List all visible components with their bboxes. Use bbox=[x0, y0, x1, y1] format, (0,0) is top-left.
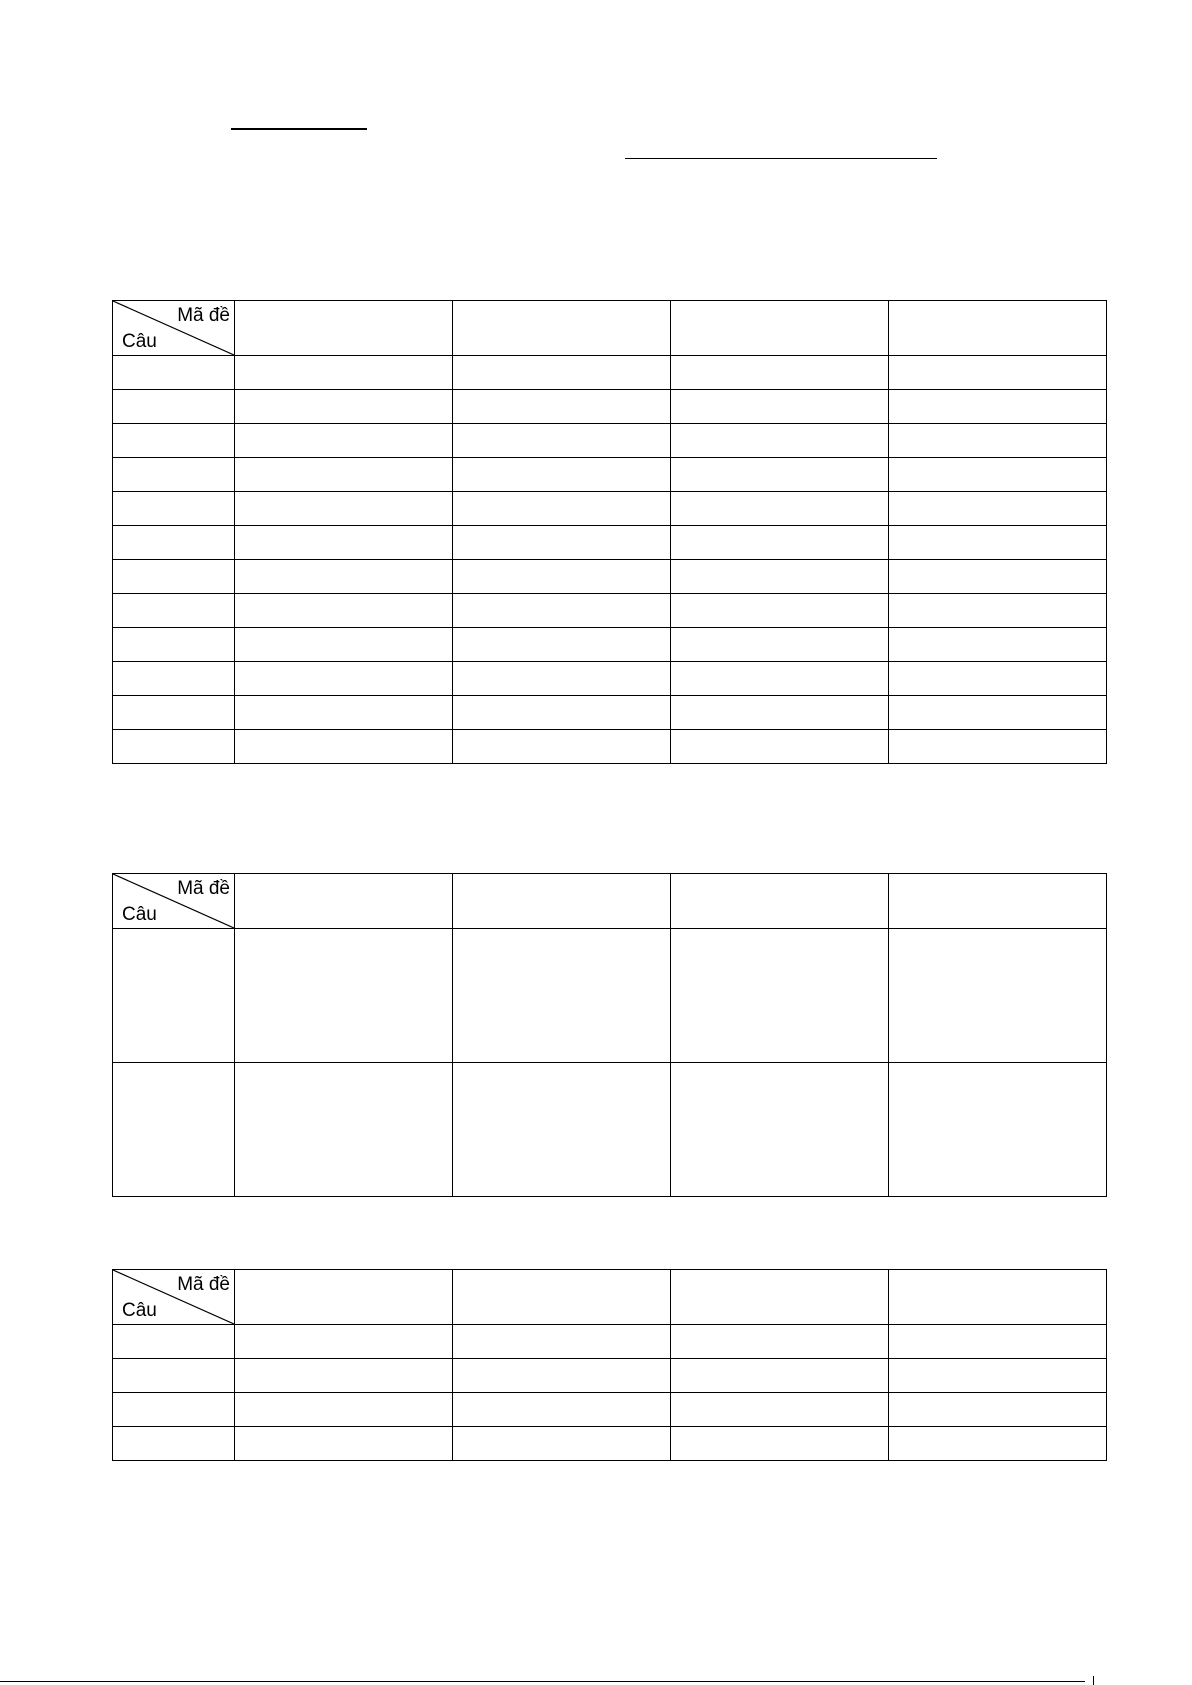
table-cell bbox=[113, 730, 235, 764]
table-cell bbox=[235, 594, 453, 628]
table-cell bbox=[671, 390, 889, 424]
table-cell bbox=[453, 424, 671, 458]
table-row bbox=[113, 1427, 1107, 1461]
table-cell bbox=[235, 628, 453, 662]
table-cell bbox=[453, 696, 671, 730]
corner-header-cell bbox=[113, 1270, 235, 1325]
header-cell bbox=[453, 1270, 671, 1325]
table-cell bbox=[671, 458, 889, 492]
table-cell bbox=[671, 1427, 889, 1461]
table-cell bbox=[671, 424, 889, 458]
table-cell bbox=[671, 594, 889, 628]
table-row bbox=[113, 1063, 1107, 1197]
table-cell bbox=[889, 1359, 1107, 1393]
corner-label-ma-de: Mã đề bbox=[177, 305, 230, 326]
table-cell bbox=[671, 356, 889, 390]
table-cell bbox=[671, 696, 889, 730]
table-cell bbox=[235, 492, 453, 526]
table-cell bbox=[113, 594, 235, 628]
table-cell bbox=[235, 730, 453, 764]
header-cell bbox=[671, 1270, 889, 1325]
header-cell bbox=[453, 874, 671, 929]
table-cell bbox=[453, 458, 671, 492]
table-cell bbox=[889, 594, 1107, 628]
table-row bbox=[113, 560, 1107, 594]
answer-table-part-1 bbox=[112, 300, 1107, 764]
table-cell bbox=[235, 929, 453, 1063]
table-cell bbox=[235, 560, 453, 594]
table-cell bbox=[113, 492, 235, 526]
table-cell bbox=[453, 594, 671, 628]
table-cell bbox=[113, 356, 235, 390]
table-header-row bbox=[113, 1270, 1107, 1325]
table-cell bbox=[453, 1063, 671, 1197]
table-cell bbox=[453, 390, 671, 424]
table-cell bbox=[113, 696, 235, 730]
table-cell bbox=[113, 458, 235, 492]
table-cell bbox=[113, 929, 235, 1063]
table-cell bbox=[113, 1325, 235, 1359]
table-cell bbox=[113, 662, 235, 696]
corner-label-ma-de: Mã đề bbox=[177, 878, 230, 899]
table-cell bbox=[453, 929, 671, 1063]
footer-mark bbox=[1093, 1676, 1097, 1685]
header-cell bbox=[235, 1270, 453, 1325]
header-cell bbox=[453, 301, 671, 356]
table-cell bbox=[889, 1063, 1107, 1197]
table-cell bbox=[671, 662, 889, 696]
table-row bbox=[113, 628, 1107, 662]
table-cell bbox=[671, 1393, 889, 1427]
header-underline-right bbox=[625, 158, 937, 159]
header-cell bbox=[235, 874, 453, 929]
table-cell bbox=[453, 1393, 671, 1427]
table-cell bbox=[235, 356, 453, 390]
table-cell bbox=[453, 356, 671, 390]
table-row bbox=[113, 492, 1107, 526]
table-cell bbox=[113, 424, 235, 458]
table-cell bbox=[235, 1359, 453, 1393]
table-cell bbox=[889, 628, 1107, 662]
table-cell bbox=[113, 1427, 235, 1461]
table-cell bbox=[453, 1325, 671, 1359]
table-cell bbox=[671, 526, 889, 560]
table-cell bbox=[453, 730, 671, 764]
table-cell bbox=[671, 1063, 889, 1197]
table-cell bbox=[671, 628, 889, 662]
table-cell bbox=[889, 1325, 1107, 1359]
table-cell bbox=[889, 356, 1107, 390]
table-cell bbox=[453, 560, 671, 594]
table-row bbox=[113, 730, 1107, 764]
table-cell bbox=[113, 1359, 235, 1393]
header-cell bbox=[671, 301, 889, 356]
header-underline-left bbox=[231, 128, 367, 130]
corner-label-cau: Câu bbox=[122, 331, 157, 352]
answer-table-part-2 bbox=[112, 873, 1107, 1197]
table-cell bbox=[671, 1325, 889, 1359]
table-cell bbox=[113, 1393, 235, 1427]
footer-rule bbox=[0, 1681, 1085, 1682]
table-cell bbox=[889, 1393, 1107, 1427]
table-row bbox=[113, 594, 1107, 628]
table-cell bbox=[889, 696, 1107, 730]
header-cell bbox=[889, 301, 1107, 356]
table-header-row bbox=[113, 874, 1107, 929]
table-cell bbox=[889, 1427, 1107, 1461]
table-cell bbox=[235, 1063, 453, 1197]
table-cell bbox=[235, 424, 453, 458]
table-cell bbox=[671, 492, 889, 526]
header-cell bbox=[889, 1270, 1107, 1325]
header-cell bbox=[889, 874, 1107, 929]
table-cell bbox=[889, 526, 1107, 560]
table-cell bbox=[889, 929, 1107, 1063]
table-row bbox=[113, 1325, 1107, 1359]
table-cell bbox=[889, 560, 1107, 594]
corner-label-cau: Câu bbox=[122, 904, 157, 925]
table-cell bbox=[671, 730, 889, 764]
table-row bbox=[113, 356, 1107, 390]
table-row bbox=[113, 390, 1107, 424]
table-cell bbox=[113, 526, 235, 560]
table-row bbox=[113, 1359, 1107, 1393]
table-cell bbox=[453, 662, 671, 696]
table-cell bbox=[889, 458, 1107, 492]
table-row bbox=[113, 696, 1107, 730]
table-cell bbox=[235, 526, 453, 560]
table-cell bbox=[235, 1427, 453, 1461]
table-cell bbox=[235, 696, 453, 730]
table-cell bbox=[113, 628, 235, 662]
table-cell bbox=[453, 1359, 671, 1393]
table-row bbox=[113, 662, 1107, 696]
table-cell bbox=[889, 492, 1107, 526]
table-cell bbox=[453, 492, 671, 526]
table-row bbox=[113, 1393, 1107, 1427]
table-row bbox=[113, 458, 1107, 492]
table-cell bbox=[889, 662, 1107, 696]
table-row bbox=[113, 424, 1107, 458]
table-header-row bbox=[113, 301, 1107, 356]
table-cell bbox=[235, 458, 453, 492]
table-cell bbox=[235, 1325, 453, 1359]
table-row bbox=[113, 526, 1107, 560]
table-cell bbox=[671, 1359, 889, 1393]
table-cell bbox=[453, 1427, 671, 1461]
table-cell bbox=[113, 560, 235, 594]
answer-table-part-3 bbox=[112, 1269, 1107, 1461]
header-cell bbox=[671, 874, 889, 929]
corner-label-ma-de: Mã đề bbox=[177, 1274, 230, 1295]
table-cell bbox=[889, 390, 1107, 424]
corner-label-cau: Câu bbox=[122, 1300, 157, 1321]
table-cell bbox=[113, 390, 235, 424]
table-cell bbox=[235, 662, 453, 696]
table-cell bbox=[113, 1063, 235, 1197]
table-cell bbox=[453, 526, 671, 560]
header-cell bbox=[235, 301, 453, 356]
table-cell bbox=[235, 390, 453, 424]
corner-header-cell bbox=[113, 301, 235, 356]
table-cell bbox=[671, 560, 889, 594]
table-cell bbox=[235, 1393, 453, 1427]
table-cell bbox=[453, 628, 671, 662]
table-cell bbox=[889, 424, 1107, 458]
table-row bbox=[113, 929, 1107, 1063]
corner-header-cell bbox=[113, 874, 235, 929]
table-cell bbox=[671, 929, 889, 1063]
table-cell bbox=[889, 730, 1107, 764]
